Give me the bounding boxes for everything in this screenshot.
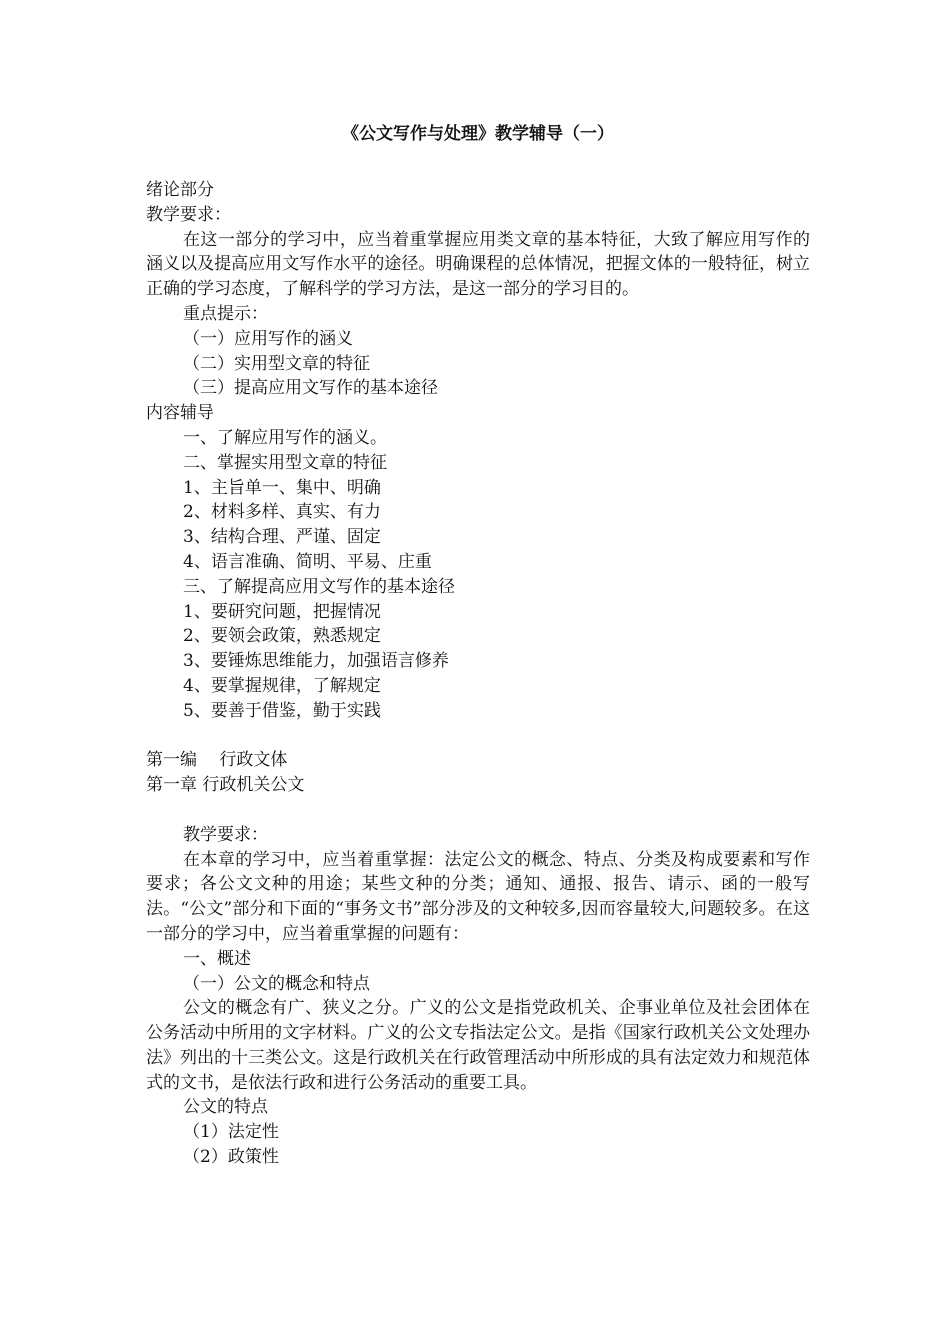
guide-item: 5、要善于借鉴，勤于实践 [183, 700, 381, 721]
document-title: 《公文写作与处理》教学辅导（一） [342, 124, 614, 144]
requirements-label: 教学要求： [146, 204, 231, 225]
content-guide-label: 内容辅导 [146, 403, 214, 424]
key-point-item: （一）应用写作的涵义 [183, 328, 353, 349]
key-point-item: （二）实用型文章的特征 [183, 353, 370, 374]
guide-item: 4、要掌握规律，了解规定 [183, 675, 381, 696]
guide-item: 3、结构合理、严谨、固定 [183, 527, 381, 548]
guide-item: 2、要领会政策，熟悉规定 [183, 626, 381, 647]
feature-item: （1）法定性 [183, 1122, 279, 1143]
chapter-requirements-paragraph: 在本章的学习中，应当着重掌握：法定公文的概念、特点、分类及构成要素和写作要求；各公文文种的用途；某些文种的分类；通知、通报、报告、请示、函的一般写法。“公文”部分和下面的“事务文书”部分涉及的文种较多,因而容量较大,问题较多。在这一部分的学习中，应当着重掌握的问题有： [146, 849, 810, 944]
concept-heading: （一）公文的概念和特点 [183, 973, 370, 994]
guide-item: 二、掌握实用型文章的特征 [183, 452, 387, 473]
features-label: 公文的特点 [183, 1097, 268, 1118]
guide-item: 3、要锤炼思维能力，加强语言修养 [183, 651, 449, 672]
key-points-label: 重点提示： [183, 303, 268, 324]
spacer [146, 798, 810, 823]
guide-item: 2、材料多样、真实、有力 [183, 502, 381, 523]
feature-item: （2）政策性 [183, 1147, 279, 1168]
part-heading: 第一编 行政文体 [146, 750, 288, 771]
guide-item: 4、语言准确、简明、平易、庄重 [183, 551, 432, 572]
guide-item: 1、主旨单一、集中、明确 [183, 477, 381, 498]
guide-item: 1、要研究问题，把握情况 [183, 601, 381, 622]
overview-heading: 一、概述 [183, 948, 251, 969]
chapter-requirements-label: 教学要求： [183, 824, 268, 845]
section-heading-intro: 绪论部分 [146, 180, 214, 200]
document-page [146, 122, 810, 1170]
key-point-item: （三）提高应用文写作的基本途径 [183, 378, 438, 399]
guide-item: 一、了解应用写作的涵义。 [183, 427, 387, 448]
spacer [146, 724, 810, 749]
concept-paragraph: 公文的概念有广、狭义之分。广义的公文是指党政机关、企事业单位及社会团体在公务活动中所用的文字材料。广义的公文专指法定公文。是指《国家行政机关公文处理办法》列出的十三类公文。这是行政机关在行政管理活动中所形成的具有法定效力和规范体式的文书，是依法行政和进行公务活动的重要工具。 [146, 998, 810, 1093]
chapter-heading: 第一章 行政机关公文 [146, 775, 305, 796]
guide-item: 三、了解提高应用文写作的基本途径 [183, 576, 455, 597]
requirements-paragraph: 在这一部分的学习中，应当着重掌握应用类文章的基本特征，大致了解应用写作的涵义以及提高应用文写作水平的途径。明确课程的总体情况，把握文体的一般特征，树立正确的学习态度，了解科学的学习方法，是这一部分的学习目的。 [146, 229, 810, 300]
